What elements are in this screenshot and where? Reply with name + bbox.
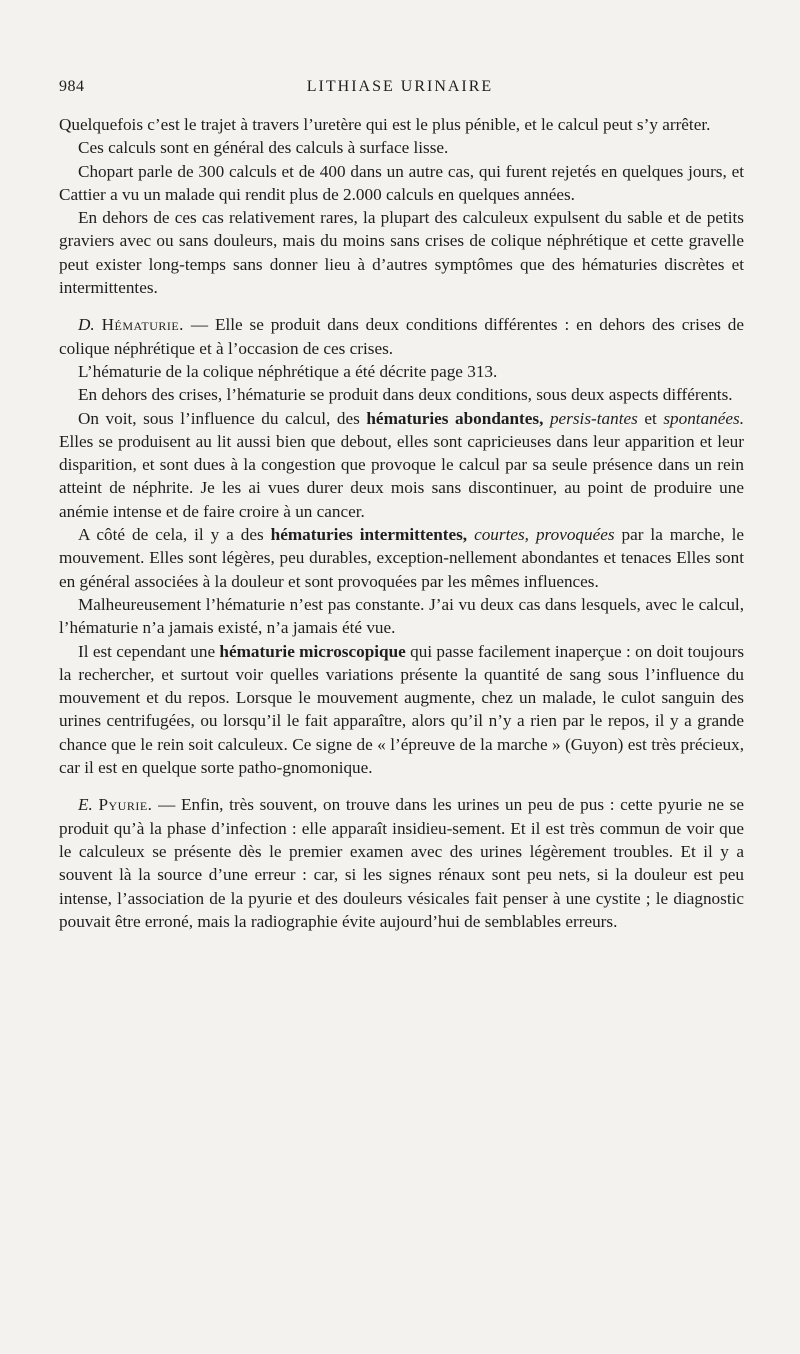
paragraph: L’hématurie de la colique néphrétique a été décrite page 313. [78,361,498,381]
italic-term: spontanées. [663,408,745,428]
text-run: qui passe facilement inaperçue : on doit toujours la rechercher, et surtout voir quelles variations présente la quantité de sang sous l’influence du mouvement et du repos. Lorsque le mouvement augmente, chez un malade, le culot sanguin des urines centrifugées, ou lorsqu’il le fait apparaître, alors qu’il n’y a rien par le repos, il y a grande chance que le rein soit calculeux. Ce signe de « l’épreuve de la marche » (Guyon) est très précieux, car il est en quelque sorte patho-gnomonique. [59,641,745,778]
page-header [0,78,800,102]
paragraph: Chopart parle de 300 calculs et de 400 dans un autre cas, qui furent rejetés en quelques jours, et Cattier a vu un malade qui rendit plus de 2.000 calculs en quelques années. [59,161,744,204]
text-run: Elles se produisent au lit aussi bien que debout, elles sont capricieuses dans leur apparition et leur disparition, et sont dues à la congestion que provoque le calcul par sa seule présence dans un rein atteint de néphrite. Je les ai vues durer deux mois sans discontinuer, au point de produire une anémie intense et de faire croire à un cancer. [59,431,744,521]
italic-term: courtes, [474,525,529,545]
italic-term: persis-tantes [549,408,638,428]
paragraph [59,523,744,593]
section-letter: E. [78,795,93,815]
section-hematurie [59,313,744,360]
body-text [59,113,744,933]
paragraph: Ces calculs sont en général des calculs à surface lisse. [78,138,449,158]
paragraph: Malheureusement l’hématurie n’est pas constante. J’ai vu deux cas dans lesquels, avec le calcul, l’hématurie n’a jamais existé, n’a jamais été vue. [59,594,744,638]
section-text: — Elle se produit dans deux conditions différentes : en dehors des crises de colique néphrétique et à l’occasion de ces crises. [59,315,745,358]
section-pyurie [59,793,744,933]
text-run: Il est cependant une [78,641,216,661]
running-head: LITHIASE URINAIRE [306,78,494,95]
text-run: On voit, sous l’influence du calcul, des [78,408,360,428]
bold-term: hématurie microscopique [219,641,406,661]
section-heading: Hématurie. [101,315,184,335]
section-text: — Enfin, très souvent, on trouve dans les urines un peu de pus : cette pyurie ne se produit qu’à la phase d’infection : elle apparaît insidieu-sement. Et il est très commun de voir que le calculeux se présente dès le premier examen avec des urines légèrement troubles. Et il y a souvent là la source d’une erreur : car, si les signes rénaux sont peu nets, si la douleur est peu intense, l’association de la pyurie et des douleurs vésicales fait penser à une cystite ; le diagnostic pouvait être erroné, mais la radiographie évite aujourd’hui de semblables erreurs. [59,795,744,931]
paragraph: En dehors des crises, l’hématurie se produit dans deux conditions, sous deux aspects différents. [78,385,733,405]
paragraph: Quelquefois c’est le trajet à travers l’uretère qui est le plus pénible, et le calcul peut s’y arrêter. [59,115,711,134]
bold-term: hématuries intermittentes, [270,525,468,545]
paragraph [59,407,744,523]
paragraph [59,640,744,780]
text-run: A côté de cela, il y a des [78,525,264,545]
section-letter: D. [78,315,95,335]
italic-term: provoquées [535,525,615,545]
bold-term: hématuries abondantes, [366,408,544,428]
text-run: par la marche, le mouvement. Elles sont légères, peu durables, exception-nellement abondantes et tenaces Elles sont en général associées à la douleur et sont provoquées par les mêmes influences. [59,525,745,591]
page-number: 984 [59,78,85,95]
paragraph: En dehors de ces cas relativement rares, la plupart des calculeux expulsent du sable et de petits graviers avec ou sans douleurs, mais du moins sans crises de colique néphrétique et cette gravelle peut exister long-temps sans donner lieu à d’autres symptômes que des hématuries discrètes et intermittentes. [59,208,744,298]
section-heading: Pyurie. [98,795,153,815]
text-run: et [644,408,657,428]
